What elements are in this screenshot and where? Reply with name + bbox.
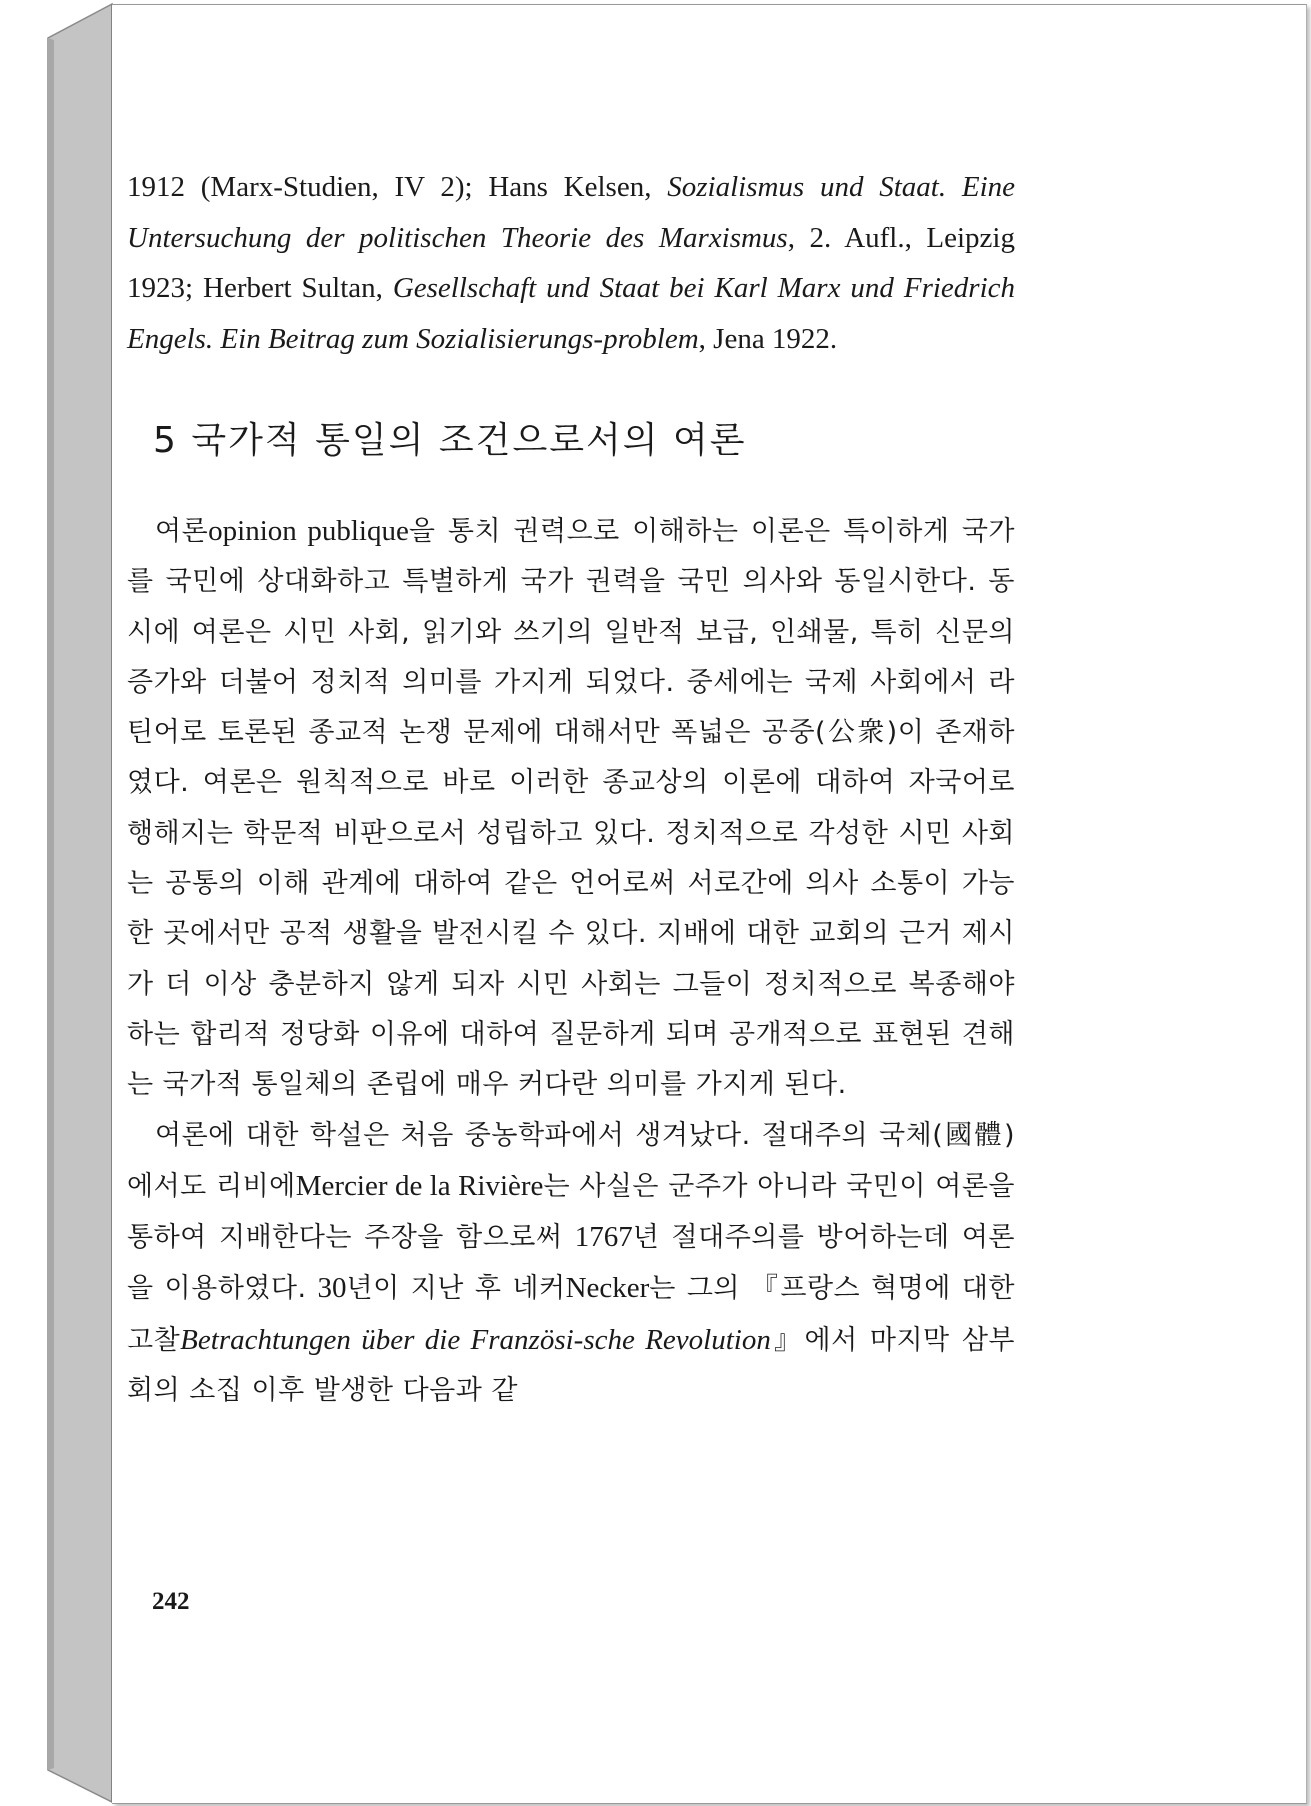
reference-text: , 2. Aufl., Leipzig 1923; Herbert Sultan, xyxy=(127,221,1015,304)
paragraph-text: 는 그의 『프랑스 혁명에 대한 고찰 xyxy=(127,1273,1015,1356)
number: 30 xyxy=(317,1272,347,1305)
book-title: Betrachtungen über die Französi-sche Revolution xyxy=(180,1323,771,1356)
paragraph-text: 여론 xyxy=(155,516,209,547)
foreign-term: Necker xyxy=(565,1272,650,1305)
page-number: 242 xyxy=(152,1588,190,1615)
reference-text: 1912 (Marx-Studien, IV 2); Hans Kelsen, xyxy=(127,171,668,203)
body-paragraph xyxy=(127,506,1015,1111)
foreign-term: opinion publique xyxy=(208,515,409,547)
page-content xyxy=(127,162,1015,1416)
reference-title: Sozialismus und Staat. Eine Untersuchung der politischen Theorie des Marxismus xyxy=(127,171,1015,254)
reference-title: Gesellschaft und Staat bei Karl Marx und Friedrich Engels. Ein Beitrag zum Sozialisierungs-problem xyxy=(127,272,1015,355)
paragraph-text: 년이 지난 후 네커 xyxy=(346,1273,566,1305)
year-number: 1767 xyxy=(574,1221,633,1254)
paragraph-text: 여론에 대한 학설은 처음 중농학파에서 생겨났다. 절대주의 국체(國體)에서도 리비에 xyxy=(127,1119,1015,1202)
reference-paragraph xyxy=(127,162,1015,364)
book-spine xyxy=(0,0,115,1806)
paragraph-text: 을 통치 권력으로 이해하는 이론은 특이하게 국가를 국민에 상대화하고 특별하게 국가 권력을 국민 의사와 동일시한다. 동시에 여론은 시민 사회, 읽기와 쓰기의 일반적 보급, 인쇄물, 특히 신문의 증가와 더불어 정치적 의미를 가지게 되었다. 중세에는 국제 사회에서 라틴어로 토론된 종교적 논쟁 문제에 대해서만 폭넓은 공중(公衆)이 존재하였다. 여론은 원칙적으로 바로 이러한 종교상의 이론에 대하여 자국어로 행해지는 학문적 비판으로서 성립하고 있다. 정치적으로 각성한 시민 사회는 공통의 이해 관계에 대하여 같은 언어로써 서로간에 의사 소통이 가능한 곳에서만 공적 생활을 발전시킬 수 있다. 지배에 대한 교회의 근거 제시가 더 이상 충분하지 않게 되자 시민 사회는 그들이 정치적으로 복종해야 하는 합리적 정당화 이유에 대하여 질문하게 되며 공개적으로 표현된 견해는 국가적 통일체의 존립에 매우 커다란 의미를 가지게 된다. xyxy=(127,516,1015,1101)
paragraph-text: 는 사실은 군주가 아니라 국민이 여론을 통하여 지배한다는 주장을 함으로써 xyxy=(127,1170,1015,1254)
section-heading: 5 국가적 통일의 조건으로서의 여론 xyxy=(153,420,747,461)
paragraph-text: 년 절대주의를 방어하는데 여론을 이용하였다. xyxy=(127,1222,1015,1305)
paragraph-text: 』에서 마지막 삼부회의 소집 이후 발생한 다음과 같 xyxy=(127,1324,1015,1407)
foreign-term: Mercier de la Rivière xyxy=(295,1169,544,1202)
body-paragraph xyxy=(127,1111,1015,1417)
reference-text: , Jena 1922. xyxy=(698,322,838,355)
